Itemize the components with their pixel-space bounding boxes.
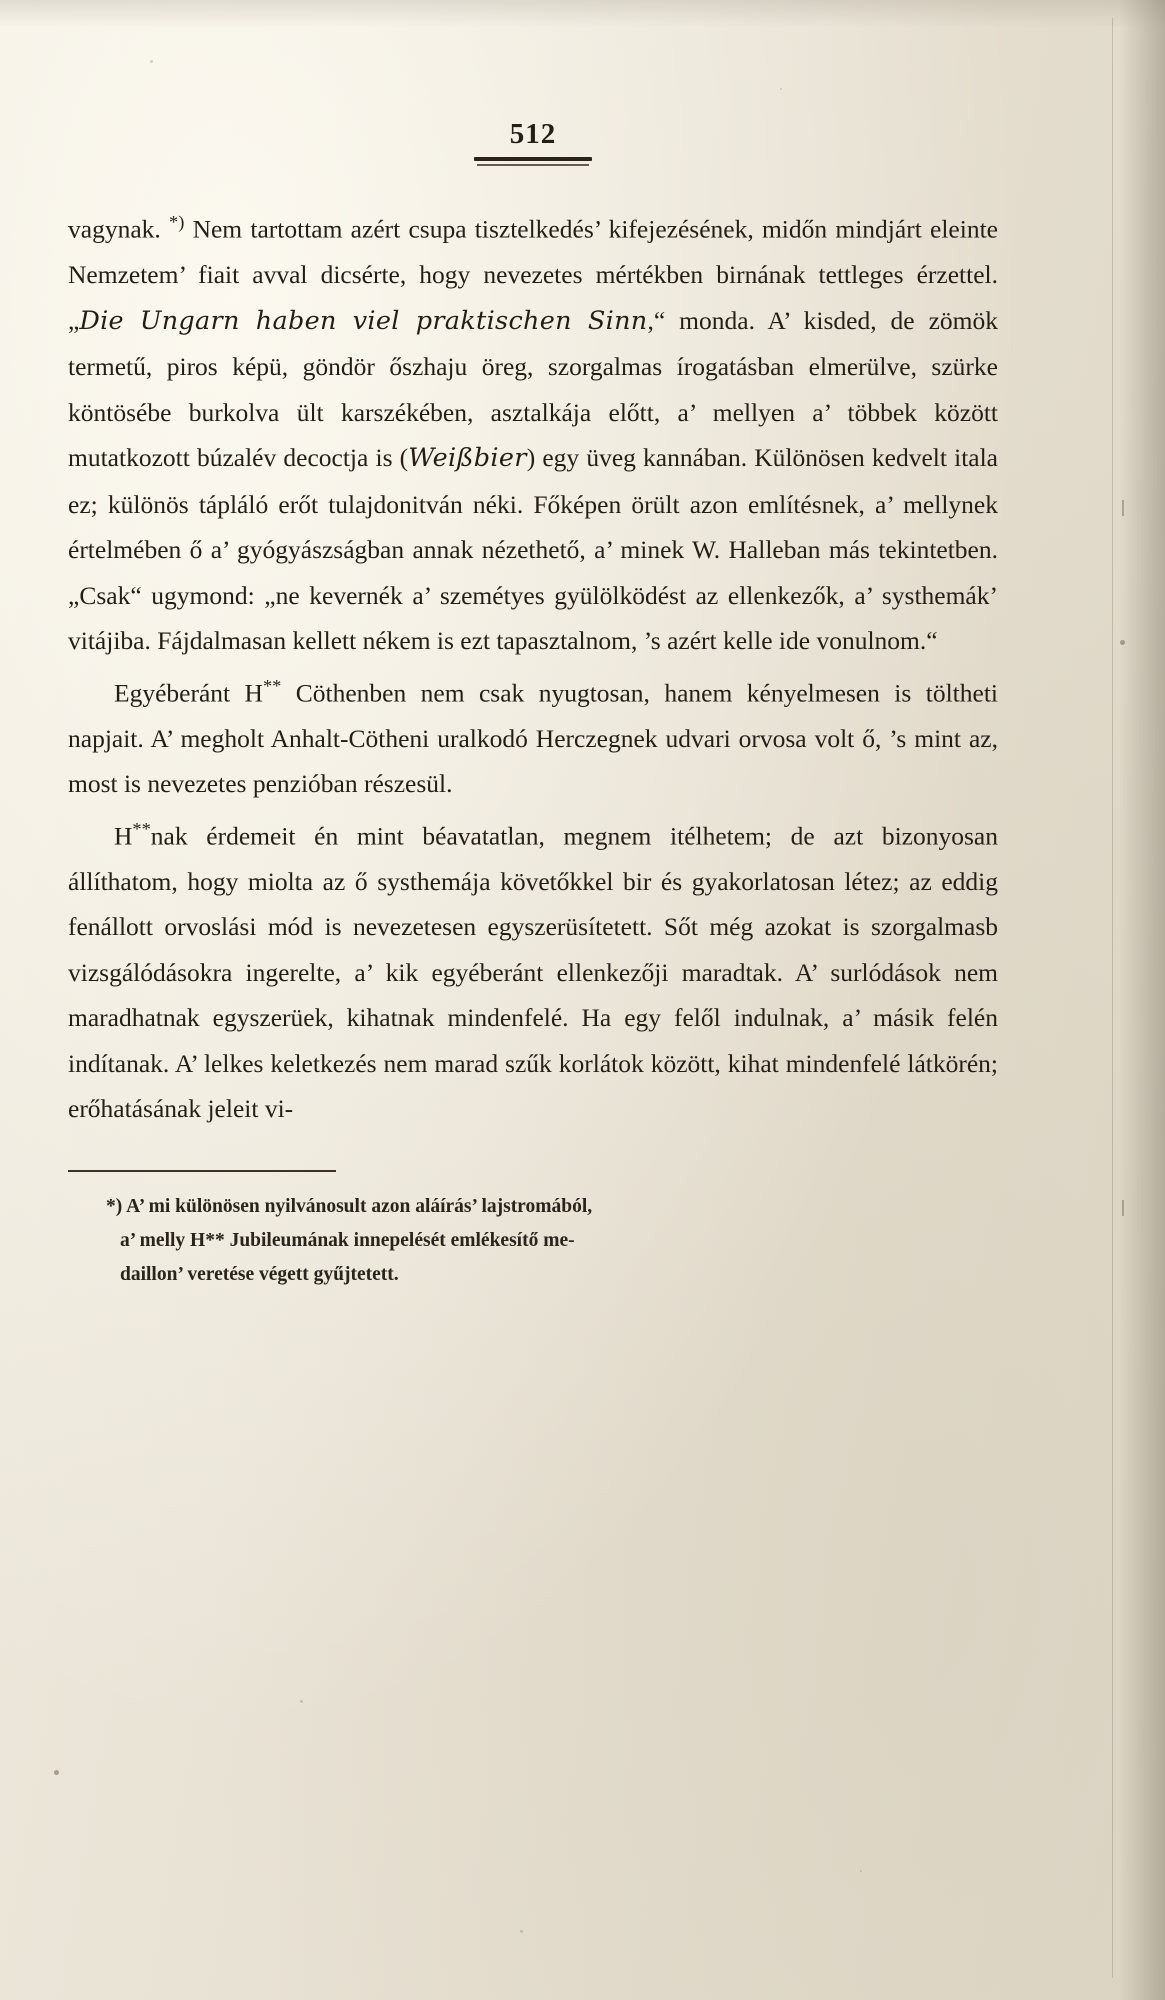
margin-mark (1122, 1200, 1124, 1216)
margin-mark (1122, 500, 1124, 516)
footnote-divider (68, 1170, 336, 1172)
paragraph: H**nak érdemeit én mint béavatatlan, megnem itélhetem; de azt bizonyosan állíthatom, hogy miolta az ő systhemája követőkkel bir és gyakorlatosan létez; az eddig fenállott orvoslási mód is nevezetesen egyszerüsítetett. Sőt még azokat is szorgalmasb vizsgálódásokra ingerelte, a’ kik egyéberánt ellenkezőji maradtak. A’ surlódások nem maradhatnak egyszerüek, kihatnak mindenfelé. Ha egy felől indulnak, a’ másik felén indítanak. A’ lelkes keletkezés nem marad szűk korlátok között, kihat mindenfelé látkörén; erőhatásának jeleit vi- (68, 818, 998, 1123)
margin-mark (54, 1770, 59, 1775)
footnote-reference: *) (169, 212, 185, 232)
footnote-line-1 (68, 1190, 998, 1224)
paragraph: Egyéberánt H** Cöthenben nem csak nyugtosan, hanem kényelmesen is töltheti napjait. A’ megholt Anhalt-Cötheni uralkodó Herczegnek udvari orvosa volt ő, ’s mint az, most is nevezetes penzióban részesül. (68, 675, 998, 798)
footnote-line-2: a’ melly H** Jubileumának innepelését emlékesítő me- (120, 1229, 575, 1251)
header-rule (474, 157, 592, 166)
paper-speck (860, 1870, 862, 1872)
page-edge-shadow (1119, 0, 1165, 2000)
paper-speck (780, 88, 782, 90)
header-rule-thick (474, 157, 592, 161)
paper-speck (520, 1930, 523, 1933)
paper-speck (300, 1700, 303, 1703)
page-top-shadow (0, 0, 1165, 28)
footnote-marker: *) (106, 1195, 123, 1217)
paper-speck (150, 60, 153, 63)
german-quote: Weißbier (408, 443, 527, 473)
footnote-reference: ** (132, 818, 151, 839)
footnote-text-1: A’ mi különösen nyilvánosult azon aláírás’ lajstromából, (126, 1195, 593, 1217)
page-number: 512 (509, 118, 557, 150)
page-margin-line (1112, 18, 1113, 1978)
footnote-line-3: daillon’ veretése végett gyűjtetett. (120, 1263, 399, 1285)
margin-mark (1120, 640, 1125, 645)
footnote-block (68, 1190, 998, 1292)
paragraph: vagynak. *) Nem tartottam azért csupa tisztelkedés’ kifejezésének, midőn mindjárt eleinte Nemzetem’ fiait avval dicsérte, hogy nevezetes mértékben birnának tettleges érzettel. „Die Ungarn haben viel praktischen Sinn,“ monda. A’ kisded, de zömök termetű, piros képü, göndör őszhaju öreg, szorgalmas írogatásban elmerülve, szürke köntösébe burkolva ült karszékében, asztalkája előtt, a’ mellyen a’ többek között mutatkozott búzalév decoctja is (Weißbier) egy üveg kannában. Különösen kedvelt itala ez; különös tápláló erőt tulajdonitván néki. Főképen örült azon említésnek, a’ mellynek értelmében ő a’ gyógyászságban annak nézethető, a’ minek W. Halleban más tekintetben. „Csak“ ugymond: „ne kevernék a’ szemétyes gyülölködést az ellenkezők, a’ systhemák’ vitájiba. Fájdalmasan kellett nékem is ezt tapasztalnom, ’s azért kelle ide vonulnom.“ (68, 212, 998, 655)
german-quote: Die Ungarn haben viel praktischen Sinn (79, 305, 648, 336)
body-text (68, 200, 998, 1132)
page-content (68, 118, 998, 1292)
header-rule-thin (477, 164, 589, 166)
footnote-reference: ** (262, 675, 282, 696)
